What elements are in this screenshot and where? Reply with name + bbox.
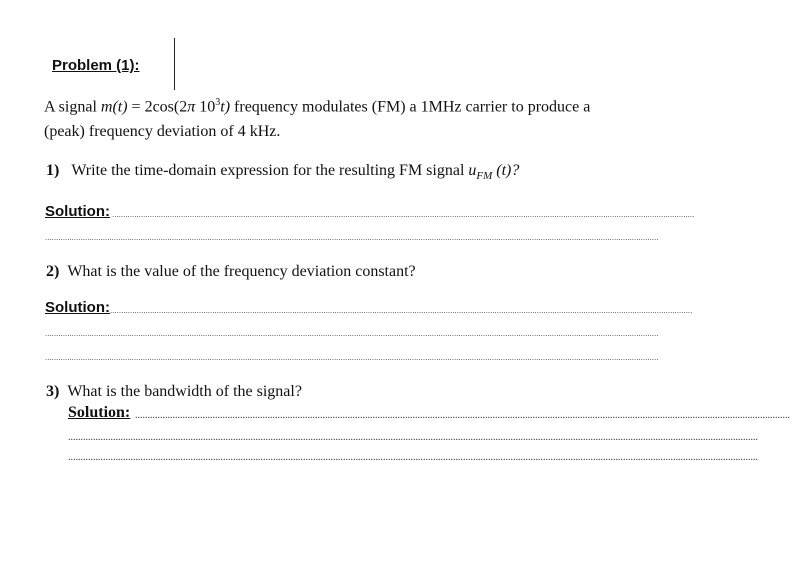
math-fm-subscript: FM <box>476 170 493 183</box>
answer-line-3c[interactable]: .................................................................................................................................................................................................................................................................................... <box>68 452 758 463</box>
math-exponent: 3 <box>215 97 221 108</box>
question-2 <box>46 263 416 281</box>
math-message-fn: m(t) <box>100 98 128 116</box>
question-2-text: What is the value of the frequency deviation constant? <box>67 263 416 280</box>
math-u: u <box>468 162 477 179</box>
question-3-number: 3) <box>46 383 60 400</box>
intro-text-start: A signal <box>44 98 101 116</box>
answer-line-3b[interactable]: .................................................................................................................................................................................................................................................................................... <box>68 432 758 443</box>
math-pi: π <box>187 98 196 116</box>
solution-1-label: Solution: <box>45 203 110 220</box>
math-t-tail: (t)? <box>496 162 520 179</box>
problem-title: Problem (1): <box>52 57 140 74</box>
question-1-text: Write the time-domain expression for the resulting FM signal <box>71 162 465 179</box>
answer-line-1a[interactable]: ...................................................................................................................................................................................................................................................................... <box>112 210 695 219</box>
intro-line-1 <box>44 97 590 116</box>
text-cursor <box>174 38 175 90</box>
answer-line-2b[interactable]: .................................................................................................................................................................................................................................................................................... <box>45 329 659 338</box>
question-3 <box>46 383 302 401</box>
math-equals: = 2cos(2 <box>127 98 188 116</box>
question-1-number: 1) <box>46 162 60 179</box>
intro-line-2: (peak) frequency deviation of 4 kHz. <box>44 123 281 140</box>
answer-line-2a[interactable]: ...................................................................................................................................................................................................................................................................... <box>110 306 693 315</box>
answer-line-3a[interactable]: ...................................................................................................................................................................................................................................................................... <box>135 410 790 421</box>
question-1 <box>46 162 519 182</box>
question-3-text: What is the bandwidth of the signal? <box>67 383 302 400</box>
math-t: t) <box>220 98 231 116</box>
answer-line-1b[interactable]: .................................................................................................................................................................................................................................................................................... <box>45 233 659 242</box>
intro-text-end: frequency modulates (FM) a 1MHz carrier to produce a <box>230 98 591 116</box>
solution-3-label: Solution: <box>68 404 131 421</box>
math-ten: 10 <box>195 98 216 116</box>
answer-line-2c[interactable]: .................................................................................................................................................................................................................................................................................... <box>45 353 659 362</box>
solution-2-label: Solution: <box>45 299 110 316</box>
question-2-number: 2) <box>46 263 60 280</box>
